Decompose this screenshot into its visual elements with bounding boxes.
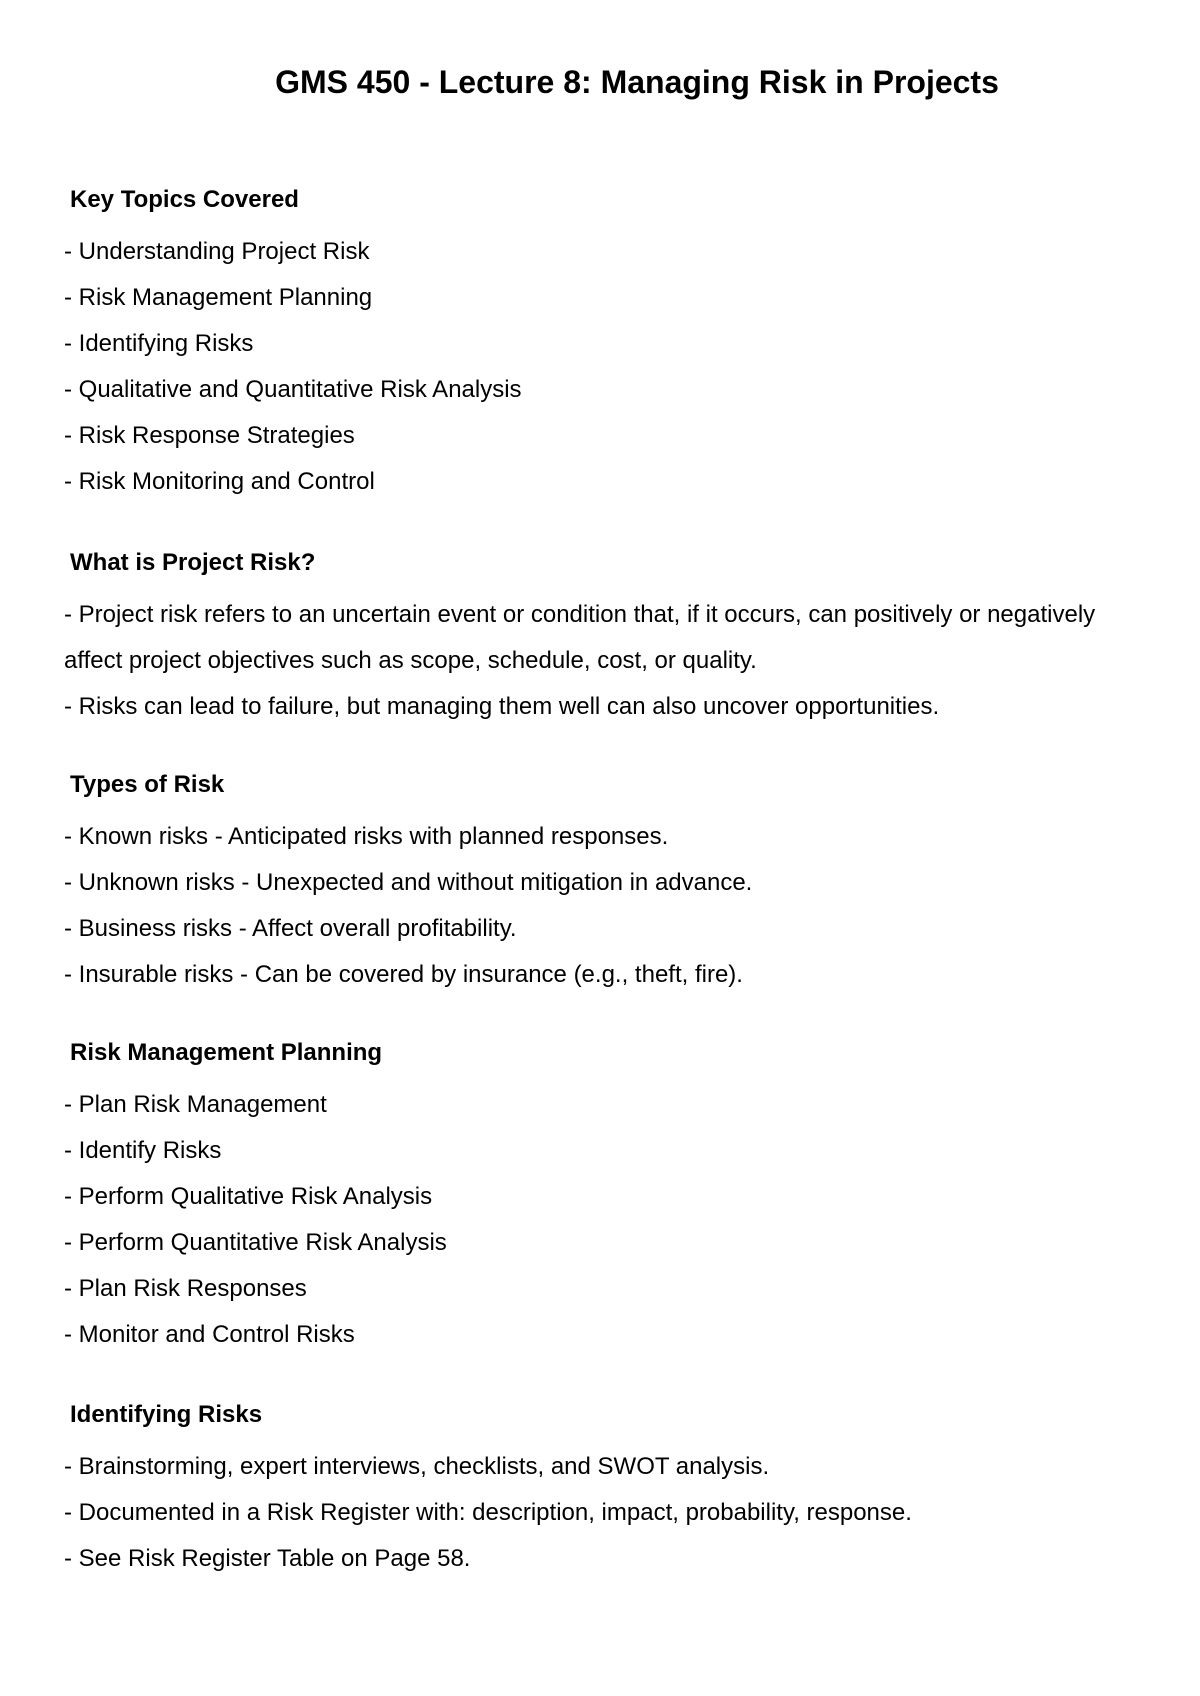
list-item: - See Risk Register Table on Page 58. xyxy=(64,1545,471,1572)
list-item: - Monitor and Control Risks xyxy=(64,1321,355,1348)
section-heading: Identifying Risks xyxy=(70,1401,263,1428)
list-item: - Identify Risks xyxy=(64,1137,222,1164)
list-item: - Brainstorming, expert interviews, checklists, and SWOT analysis. xyxy=(64,1453,770,1480)
list-item: - Perform Quantitative Risk Analysis xyxy=(64,1229,447,1256)
list-item: - Qualitative and Quantitative Risk Analysis xyxy=(64,376,522,403)
section-risk-management-planning xyxy=(64,1038,1160,1358)
list-item: - Insurable risks - Can be covered by insurance (e.g., theft, fire). xyxy=(64,961,743,988)
section-what-is-project-risk xyxy=(64,548,1160,730)
list-item: - Project risk refers to an uncertain event or condition that, if it occurs, can positively or negatively affect project objectives such as scope, schedule, cost, or quality. xyxy=(64,601,1102,674)
section-heading: What is Project Risk? xyxy=(70,549,316,576)
list-item: - Business risks - Affect overall profitability. xyxy=(64,915,517,942)
list-item: - Risks can lead to failure, but managing them well can also uncover opportunities. xyxy=(64,693,940,720)
page-title: GMS 450 - Lecture 8: Managing Risk in Projects xyxy=(275,64,999,100)
list-item: - Risk Management Planning xyxy=(64,284,373,311)
section-heading: Key Topics Covered xyxy=(70,186,299,213)
list-item: - Known risks - Anticipated risks with planned responses. xyxy=(64,823,669,850)
section-heading: Types of Risk xyxy=(70,771,225,798)
section-identifying-risks xyxy=(64,1400,1160,1582)
list-item: - Risk Monitoring and Control xyxy=(64,468,375,495)
list-item: - Documented in a Risk Register with: description, impact, probability, response. xyxy=(64,1499,912,1526)
list-item: - Unknown risks - Unexpected and without mitigation in advance. xyxy=(64,869,753,896)
list-item: - Understanding Project Risk xyxy=(64,238,370,265)
section-key-topics xyxy=(64,185,1160,505)
list-item: - Identifying Risks xyxy=(64,330,254,357)
list-item: - Perform Qualitative Risk Analysis xyxy=(64,1183,433,1210)
list-item: - Risk Response Strategies xyxy=(64,422,355,449)
list-item: - Plan Risk Responses xyxy=(64,1275,307,1302)
section-heading: Risk Management Planning xyxy=(70,1039,383,1066)
list-item: - Plan Risk Management xyxy=(64,1091,327,1118)
section-types-of-risk xyxy=(64,770,1160,998)
